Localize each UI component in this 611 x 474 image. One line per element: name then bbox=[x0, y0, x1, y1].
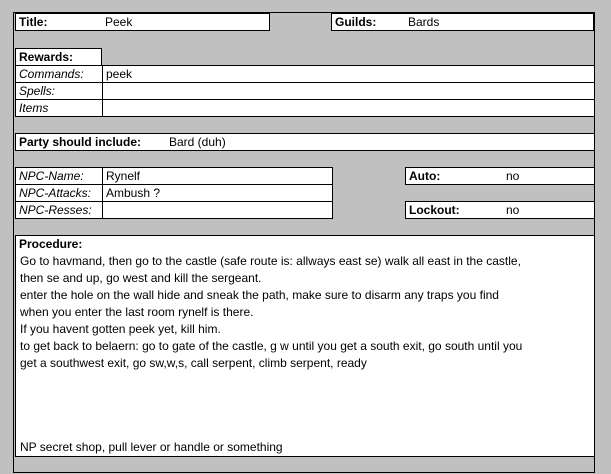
procedure-line: Go to havmand, then go to the castle (safe route is: allways east se) walk all east in the castle, bbox=[20, 254, 521, 268]
npc-row-sep bbox=[16, 201, 332, 202]
party-value: Bard (duh) bbox=[169, 135, 226, 149]
rewards-divider bbox=[102, 66, 103, 116]
rewards-heading: Rewards: bbox=[19, 50, 74, 64]
lockout-label: Lockout: bbox=[409, 203, 460, 217]
rewards-heading-box bbox=[15, 48, 102, 66]
procedure-line: If you havent gotten peek yet, kill him. bbox=[20, 322, 221, 336]
npc-table bbox=[15, 167, 333, 219]
procedure-line: to get back to belaern: go to gate of the castle, g w until you get a south exit, go south until you bbox=[20, 339, 523, 353]
procedure-box bbox=[15, 235, 595, 457]
guilds-value: Bards bbox=[408, 15, 440, 29]
npc-row-sep bbox=[16, 184, 332, 185]
procedure-line: when you enter the last room rynelf is there. bbox=[20, 305, 254, 319]
party-label: Party should include: bbox=[19, 135, 142, 149]
procedure-line: enter the hole on the wall hide and sneak the path, make sure to disarm any traps you find bbox=[20, 288, 499, 302]
npc-label-resses: NPC-Resses: bbox=[19, 203, 92, 217]
npc-label-name: NPC-Name: bbox=[19, 169, 84, 183]
guilds-box bbox=[331, 13, 594, 31]
party-box bbox=[15, 133, 595, 151]
npc-divider bbox=[102, 168, 103, 218]
sheet-frame bbox=[13, 12, 595, 473]
procedure-footer: NP secret shop, pull lever or handle or something bbox=[20, 440, 283, 454]
reward-label-commands: Commands: bbox=[19, 67, 84, 81]
reward-value-commands: peek bbox=[106, 67, 133, 81]
procedure-line: get a southwest exit, go sw,w,s, call serpent, climb serpent, ready bbox=[20, 356, 367, 370]
procedure-line: then se and up, go west and kill the sergeant. bbox=[20, 271, 262, 285]
npc-value-attacks: Ambush ? bbox=[106, 186, 161, 200]
title-value: Peek bbox=[105, 15, 133, 29]
title-label: Title: bbox=[19, 15, 48, 29]
auto-value: no bbox=[506, 169, 520, 183]
rewards-row-sep bbox=[16, 99, 594, 100]
auto-label: Auto: bbox=[409, 169, 441, 183]
lockout-value: no bbox=[506, 203, 520, 217]
rewards-table bbox=[15, 65, 595, 117]
procedure-heading: Procedure: bbox=[19, 237, 83, 251]
lockout-box bbox=[405, 201, 595, 219]
reward-label-spells: Spells: bbox=[19, 84, 56, 98]
npc-value-name: Rynelf bbox=[106, 169, 141, 183]
auto-box bbox=[405, 167, 595, 185]
reward-label-items: Items bbox=[19, 101, 49, 115]
guilds-label: Guilds: bbox=[335, 15, 377, 29]
title-box bbox=[15, 13, 270, 31]
npc-label-attacks: NPC-Attacks: bbox=[19, 186, 92, 200]
rewards-row-sep bbox=[16, 82, 594, 83]
